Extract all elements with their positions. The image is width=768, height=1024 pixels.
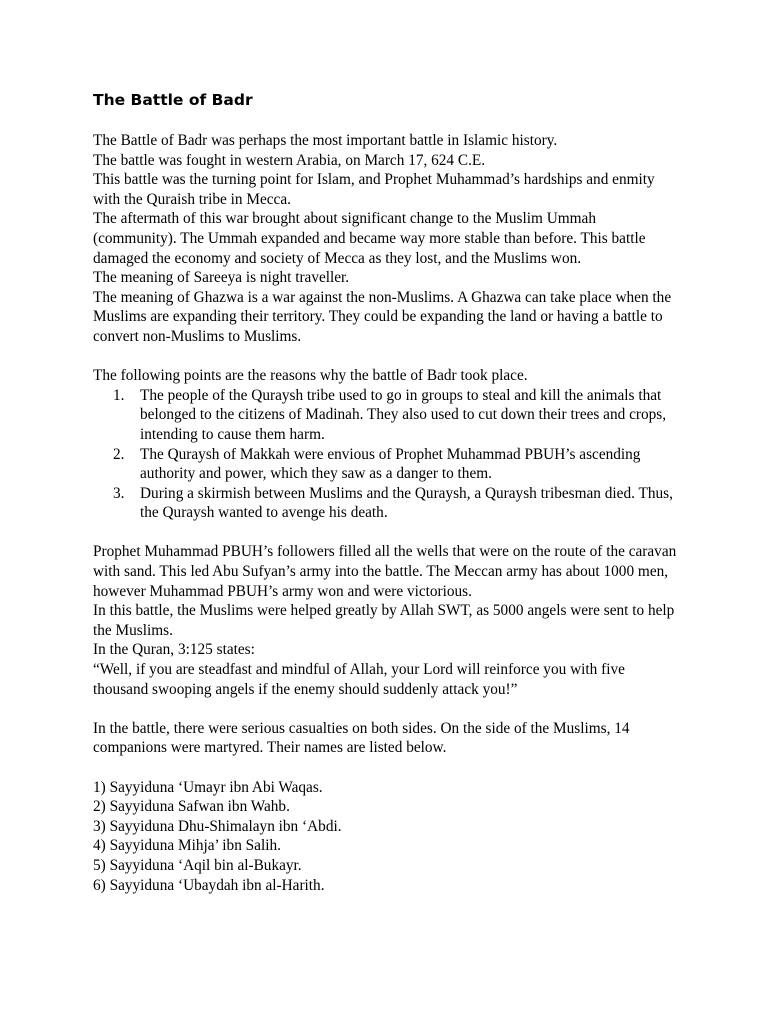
paragraph-spacer [93,699,683,719]
battle-paragraph: Prophet Muhammad PBUH’s followers filled all the wells that were on the route of the caravan with sand. This led Abu Sufyan’s army into the battle. The Meccan army has about 1000 men, however Muhammad PBUH’s army won and were victorious. [93,543,677,600]
list-item: 4) Sayyiduna Mihja’ ibn Salih. [93,837,281,855]
paragraph-spacer [93,347,683,367]
list-item-text: The people of the Quraysh tribe used to go in groups to steal and kill the animals that belonged to the citizens of Madinah. They also used to cut down their trees and crops, intending to cause them harm. [140,386,667,443]
quran-quote: “Well, if you are steadfast and mindful of Allah, your Lord will reinforce you with five thousand swooping angels if the enemy should suddenly attack you!” [93,661,625,698]
intro-paragraph: The meaning of Sareeya is night traveller. [93,269,350,287]
battle-paragraph: In the Quran, 3:125 states: [93,641,255,659]
intro-paragraph: The aftermath of this war brought about significant change to the Muslim Ummah (community). The Ummah expanded and became way more stable than before. This battle damaged the economy and society of Mecca as they lost, and the Muslims won. [93,210,646,267]
list-item: 1) Sayyiduna ‘Umayr ibn Abi Waqas. [93,778,323,796]
list-item: 5) Sayyiduna ‘Aqil bin al-Bukayr. [93,856,302,874]
list-item-text: During a skirmish between Muslims and the Quraysh, a Quraysh tribesman died. Thus, the Quraysh wanted to avenge his death. [140,484,673,522]
paragraph-spacer [93,758,683,778]
intro-paragraph: The battle was fought in western Arabia, on March 17, 624 C.E. [93,151,486,169]
casualties-paragraph: In the battle, there were serious casualties on both sides. On the side of the Muslims, 14 companions were martyred. Their names are listed below. [93,719,630,757]
battle-paragraph: In this battle, the Muslims were helped greatly by Allah SWT, as 5000 angels were sent to help the Muslims. [93,602,675,639]
list-item [93,386,683,445]
list-item: 6) Sayyiduna ‘Ubaydah ibn al-Harith. [93,876,325,894]
list-number: 2. [113,445,125,463]
list-item: 2) Sayyiduna Safwan ibn Wahb. [93,798,290,816]
martyrs-list [93,778,683,896]
list-item [93,445,683,484]
list-item: 3) Sayyiduna Dhu-Shimalayn ibn ‘Abdi. [93,817,342,835]
list-item [93,484,683,523]
list-number: 3. [113,484,125,502]
page-title: The Battle of Badr [93,91,253,109]
list-number: 1. [113,386,125,404]
reasons-intro: The following points are the reasons why the battle of Badr took place. [93,367,528,385]
intro-paragraph: The Battle of Badr was perhaps the most important battle in Islamic history. [93,132,558,149]
document-body [93,131,683,895]
paragraph-spacer [93,523,683,543]
intro-paragraph: This battle was the turning point for Islam, and Prophet Muhammad’s hardships and enmity with the Quraish tribe in Mecca. [93,171,655,208]
reasons-list [93,386,683,523]
intro-paragraph: The meaning of Ghazwa is a war against the non-Muslims. A Ghazwa can take place when the Muslims are expanding their territory. They could be expanding the land or having a battle to convert non-Muslims to Muslims. [93,288,672,345]
list-item-text: The Quraysh of Makkah were envious of Prophet Muhammad PBUH’s ascending authority and power, which they saw as a danger to them. [140,445,641,483]
